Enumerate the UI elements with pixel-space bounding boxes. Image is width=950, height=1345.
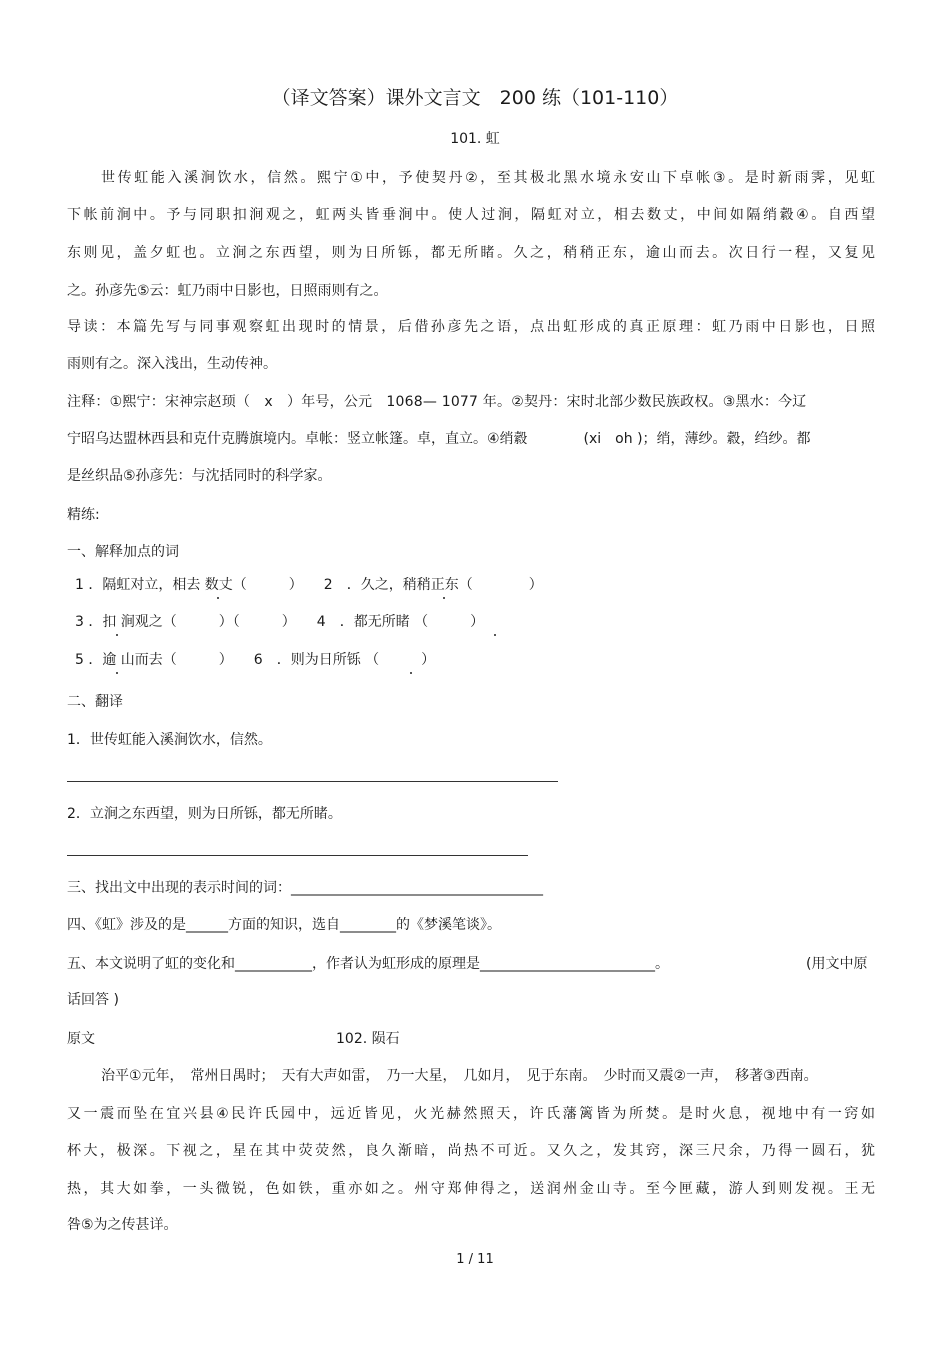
passage-line: 杯大，极深。下视之，星在其中荧荧然，良久渐暗，尚热不可近。又久之，发其窍，深三尺余，乃得一圆石，犹 — [67, 1143, 875, 1159]
part1-heading: 一、解释加点的词 — [67, 544, 179, 560]
question-item: 5 ．逾 山而去（ ） 6 ．则为日所铄 （ ） — [75, 652, 436, 668]
section-101-heading: 101. 虹 — [450, 131, 500, 147]
page-number: 1 / 11 — [456, 1252, 494, 1267]
passage-line: 又一震而坠在宜兴县④民许氏园中，远近皆见，火光赫然照天，许氏藩篱皆为所焚。是时火息，视地中有一窍如 — [67, 1106, 875, 1122]
guide-line: 雨则有之。深入浅出，生动传神。 — [67, 356, 277, 372]
part2-heading: 二、翻译 — [67, 694, 123, 710]
question-item: 1 ．隔虹对立，相去 数丈（ ） 2 ．久之，稍稍正东（ ） — [75, 577, 543, 593]
passage-line: 热，其大如拳，一头微锐，色如铁，重亦如之。州守郑伸得之，送润州金山寺。至今匣藏，游人到则发视。王无 — [67, 1181, 875, 1197]
passage-line: 咎⑤为之传甚详。 — [67, 1217, 178, 1233]
section-102-heading: 102. 陨石 — [336, 1031, 400, 1047]
part5-line: 五、本文说明了虹的变化和___________，作者认为虹形成的原理是_________________________。 — [67, 956, 669, 972]
question-item: 3 ．扣 涧观之（ ）（ ） 4 ．都无所睹 （ ） — [75, 614, 485, 630]
translate-item: 2．立涧之东西望，则为日所铄，都无所睹。 — [67, 806, 342, 822]
emphasis-dot — [116, 634, 118, 636]
emphasis-dot — [443, 597, 445, 599]
passage-line: 世传虹能入溪涧饮水，信然。熙宁①中，予使契丹②，至其极北黑水境永安山下卓帐③。是时新雨霁，见虹 — [101, 170, 875, 186]
part5-cont: 话回答 ) — [67, 992, 119, 1008]
emphasis-dot — [410, 672, 412, 674]
practice-label: 精练: — [67, 507, 100, 523]
answer-line — [67, 781, 558, 782]
emphasis-dot — [494, 634, 496, 636]
part4-line: 四、《虹》涉及的是______方面的知识，选自________的《梦溪笔谈》。 — [67, 917, 501, 933]
passage-line: 下帐前涧中。予与同职扣涧观之，虹两头皆垂涧中。使人过涧，隔虹对立，相去数丈，中间如隔绡縠④。自西望 — [67, 207, 875, 223]
passage-line: 之。孙彦先⑤云：虹乃雨中日影也，日照雨则有之。 — [67, 283, 388, 299]
notes-line: 注释：①熙宁：宋神宗赵顼（ x ）年号，公元 1068— 1077 年。②契丹：宋时北部少数民族政权。③黑水：今辽 — [67, 394, 807, 410]
document-title: （译文答案）课外文言文 200 练（101-110） — [271, 87, 679, 109]
emphasis-dot — [116, 672, 118, 674]
passage-line: 东则见，盖夕虹也。立涧之东西望，则为日所铄，都无所睹。久之，稍稍正东，逾山而去。次日行一程，又复见 — [67, 245, 875, 261]
part3-line: 三、找出文中出现的表示时间的词：____________________________________ — [67, 880, 543, 896]
part5-note: (用文中原 — [806, 956, 868, 972]
answer-line — [67, 855, 528, 856]
notes-line: 是丝织品⑤孙彦先：与沈括同时的科学家。 — [67, 468, 332, 484]
notes-line: 宁昭乌达盟林西县和克什克腾旗境内。卓帐：竖立帐篷。卓，直立。④绡縠 (xi oh )；绡，薄纱。縠，绉纱。都 — [67, 431, 811, 447]
original-label: 原文 — [67, 1031, 95, 1047]
emphasis-dot — [217, 597, 219, 599]
guide-line: 导读：本篇先写与同事观察虹出现时的情景，后借孙彦先之语，点出虹形成的真正原理：虹乃雨中日影也，日照 — [67, 319, 875, 335]
passage-line: 治平①元年， 常州日禺时； 天有大声如雷， 乃一大星， 几如月， 见于东南。 少时而又震②一声， 移著③西南。 — [101, 1068, 818, 1084]
translate-item: 1．世传虹能入溪涧饮水，信然。 — [67, 732, 272, 748]
